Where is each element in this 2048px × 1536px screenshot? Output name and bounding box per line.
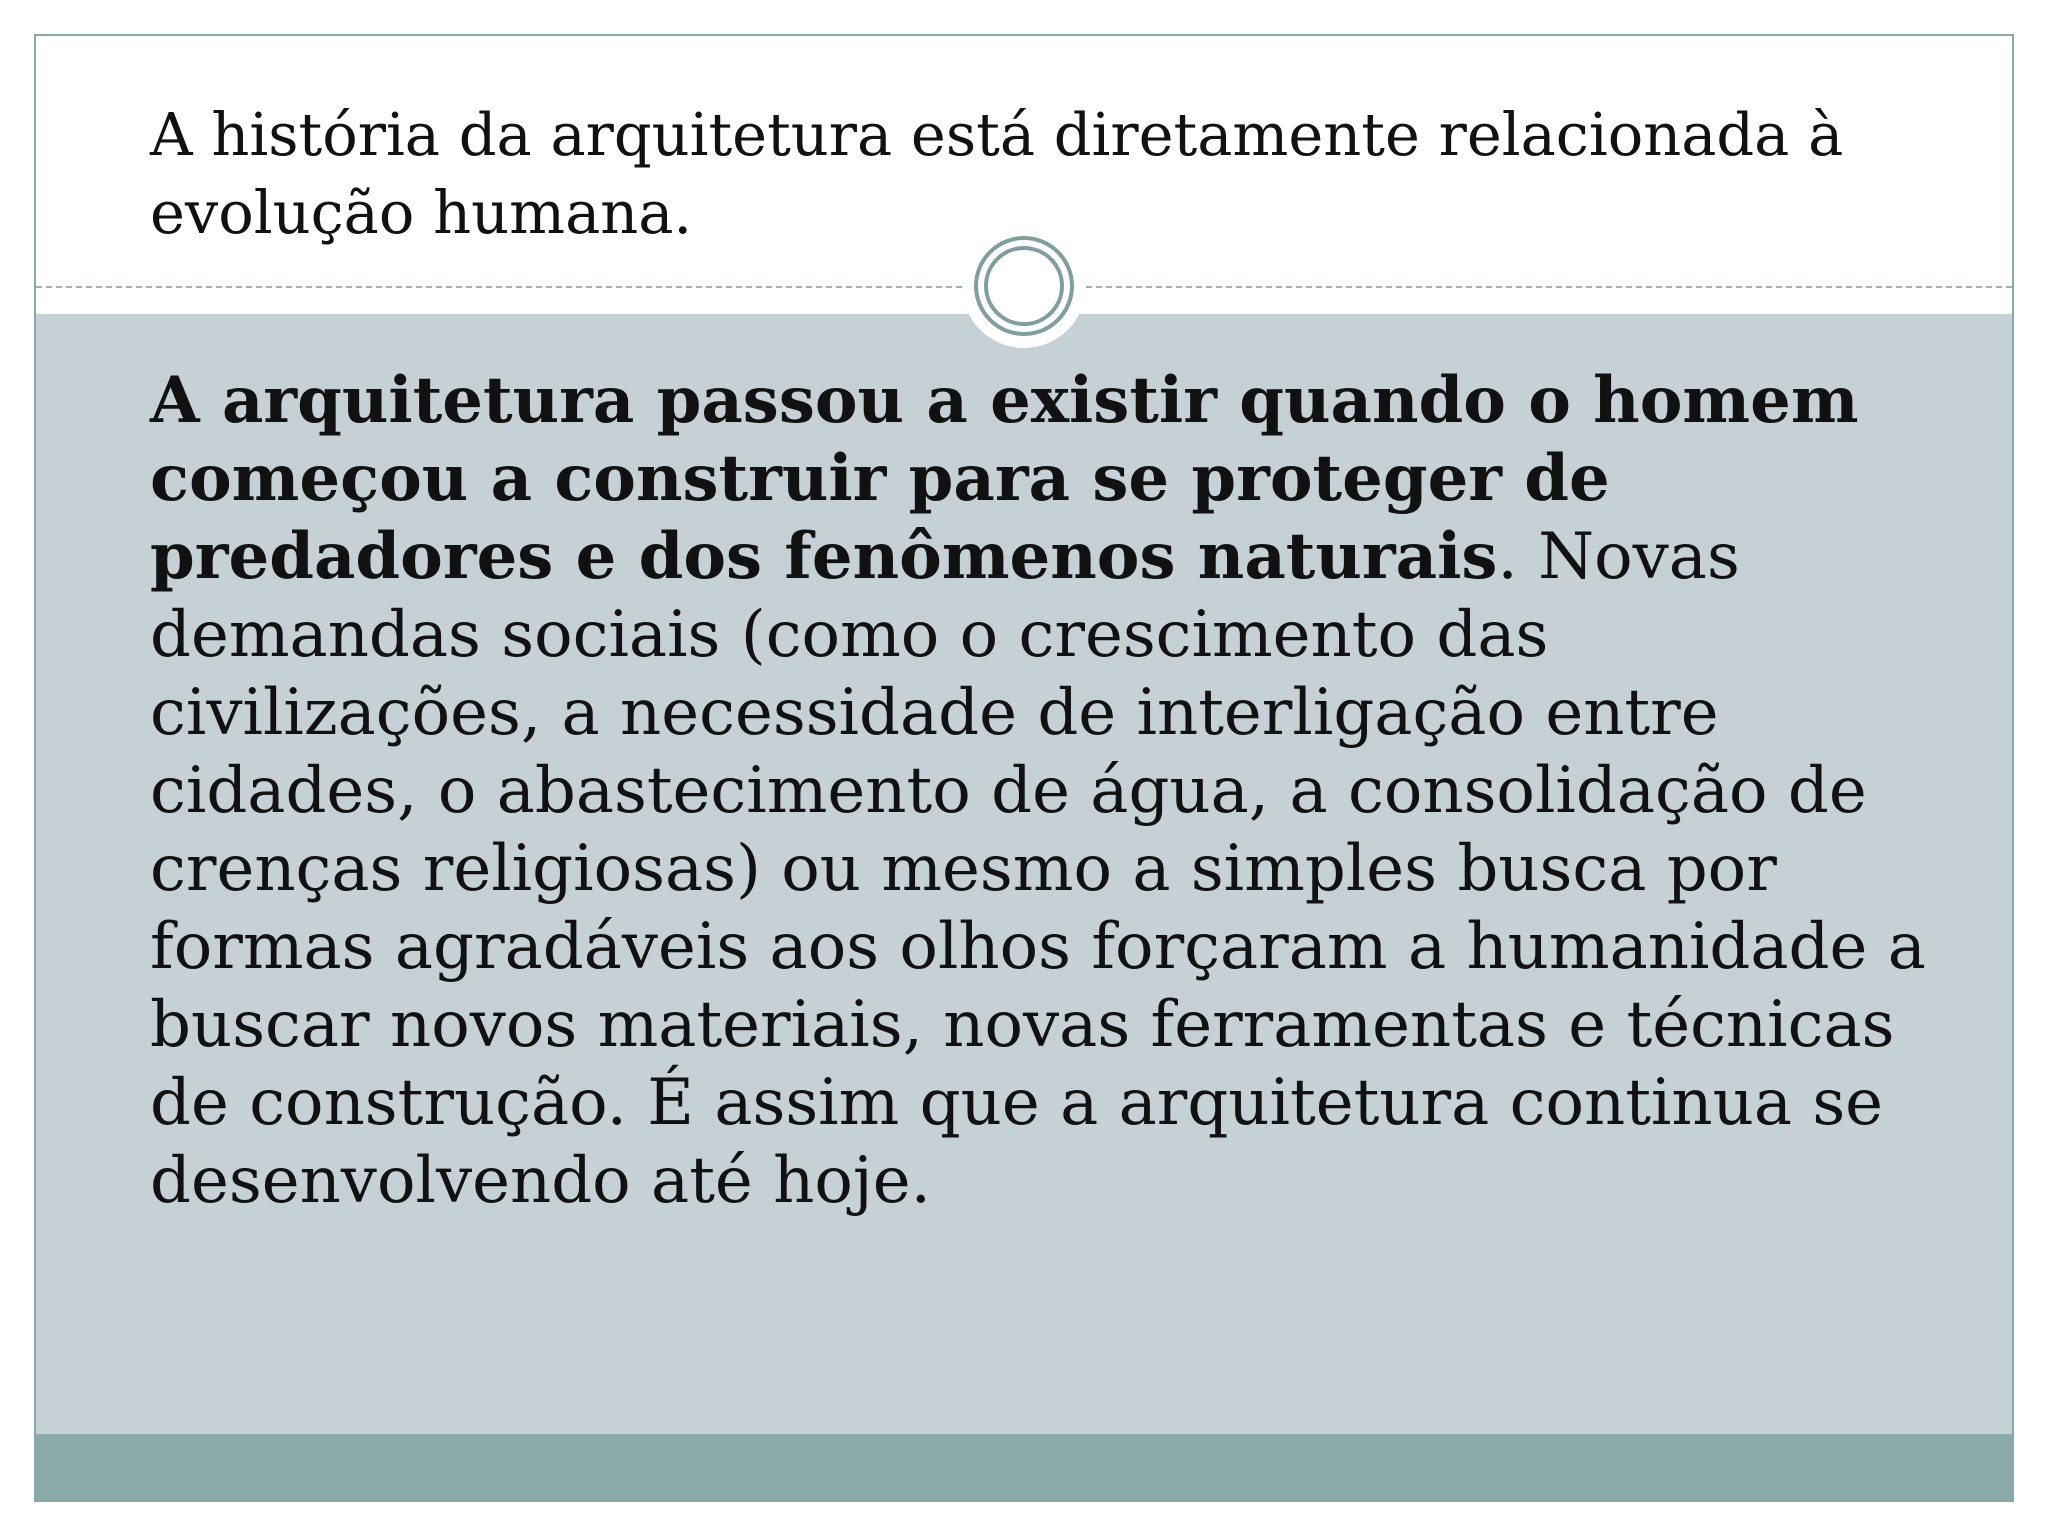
body-regular-text: . Novas demandas sociais (como o crescimento das civilizações, a necessidade de interligação entre cidades, o abastecimento de água, a consolidação de crenças religiosas) ou mesmo a simples busca por formas agradáveis aos olhos forçaram a humanidade a buscar novos materiais, novas ferramentas e técnicas de construção. É assim que a arquitetura continua se desenvolvendo até hoje. xyxy=(150,520,1926,1218)
slide-body xyxy=(150,362,1940,1220)
slide-title: A história da arquitetura está diretamente relacionada à evolução humana. xyxy=(150,100,1844,247)
body-bold-text: A arquitetura passou a existir quando o homem começou a construir para se proteger de predadores e dos fenômenos naturais xyxy=(150,363,1859,594)
inner-ring xyxy=(984,246,1064,326)
footer-band xyxy=(36,1434,2012,1502)
